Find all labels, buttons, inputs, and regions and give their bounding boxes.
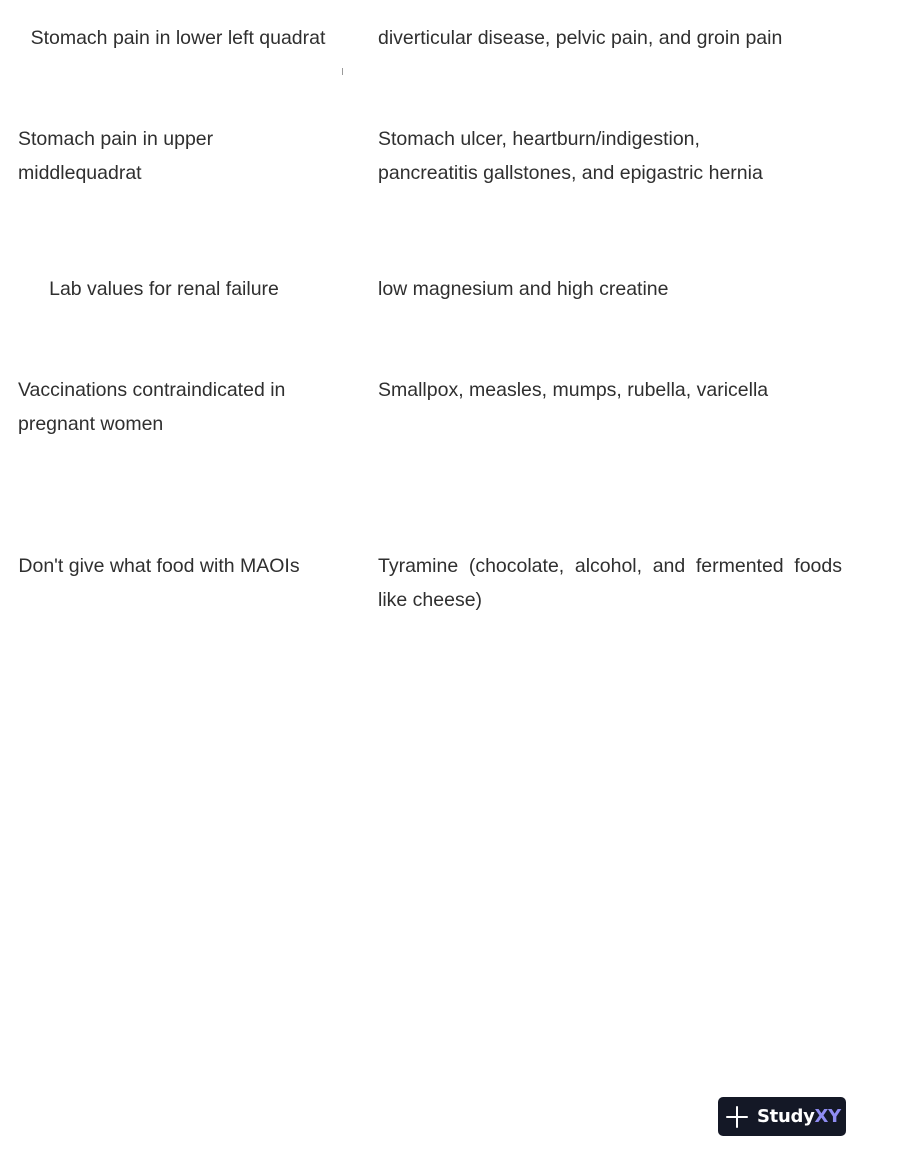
definition-2: Stomach ulcer, heartburn/indigestion, pancreatitis gallstones, and epigastric hernia	[378, 128, 763, 184]
term-4: Vaccinations contraindicated in pregnant women	[18, 379, 286, 435]
studyxy-badge[interactable]	[718, 1097, 846, 1136]
divider-mark	[342, 68, 343, 75]
plus-icon	[725, 1105, 749, 1129]
term-1: Stomach pain in lower left quadrat	[30, 27, 326, 49]
brand-logo-text: StudyXY	[757, 1106, 841, 1127]
definition-3: low magnesium and high creatine	[378, 278, 669, 300]
term-5: Don't give what food with MAOIs	[18, 555, 300, 577]
definition-1: diverticular disease, pelvic pain, and groin pain	[378, 27, 783, 49]
term-2: Stomach pain in upper middlequadrat	[18, 128, 214, 184]
definition-4: Smallpox, measles, mumps, rubella, varicella	[378, 379, 769, 401]
definition-5: Tyramine (chocolate, alcohol, and fermented foods like cheese)	[378, 555, 842, 611]
term-3: Lab values for renal failure	[49, 278, 279, 300]
